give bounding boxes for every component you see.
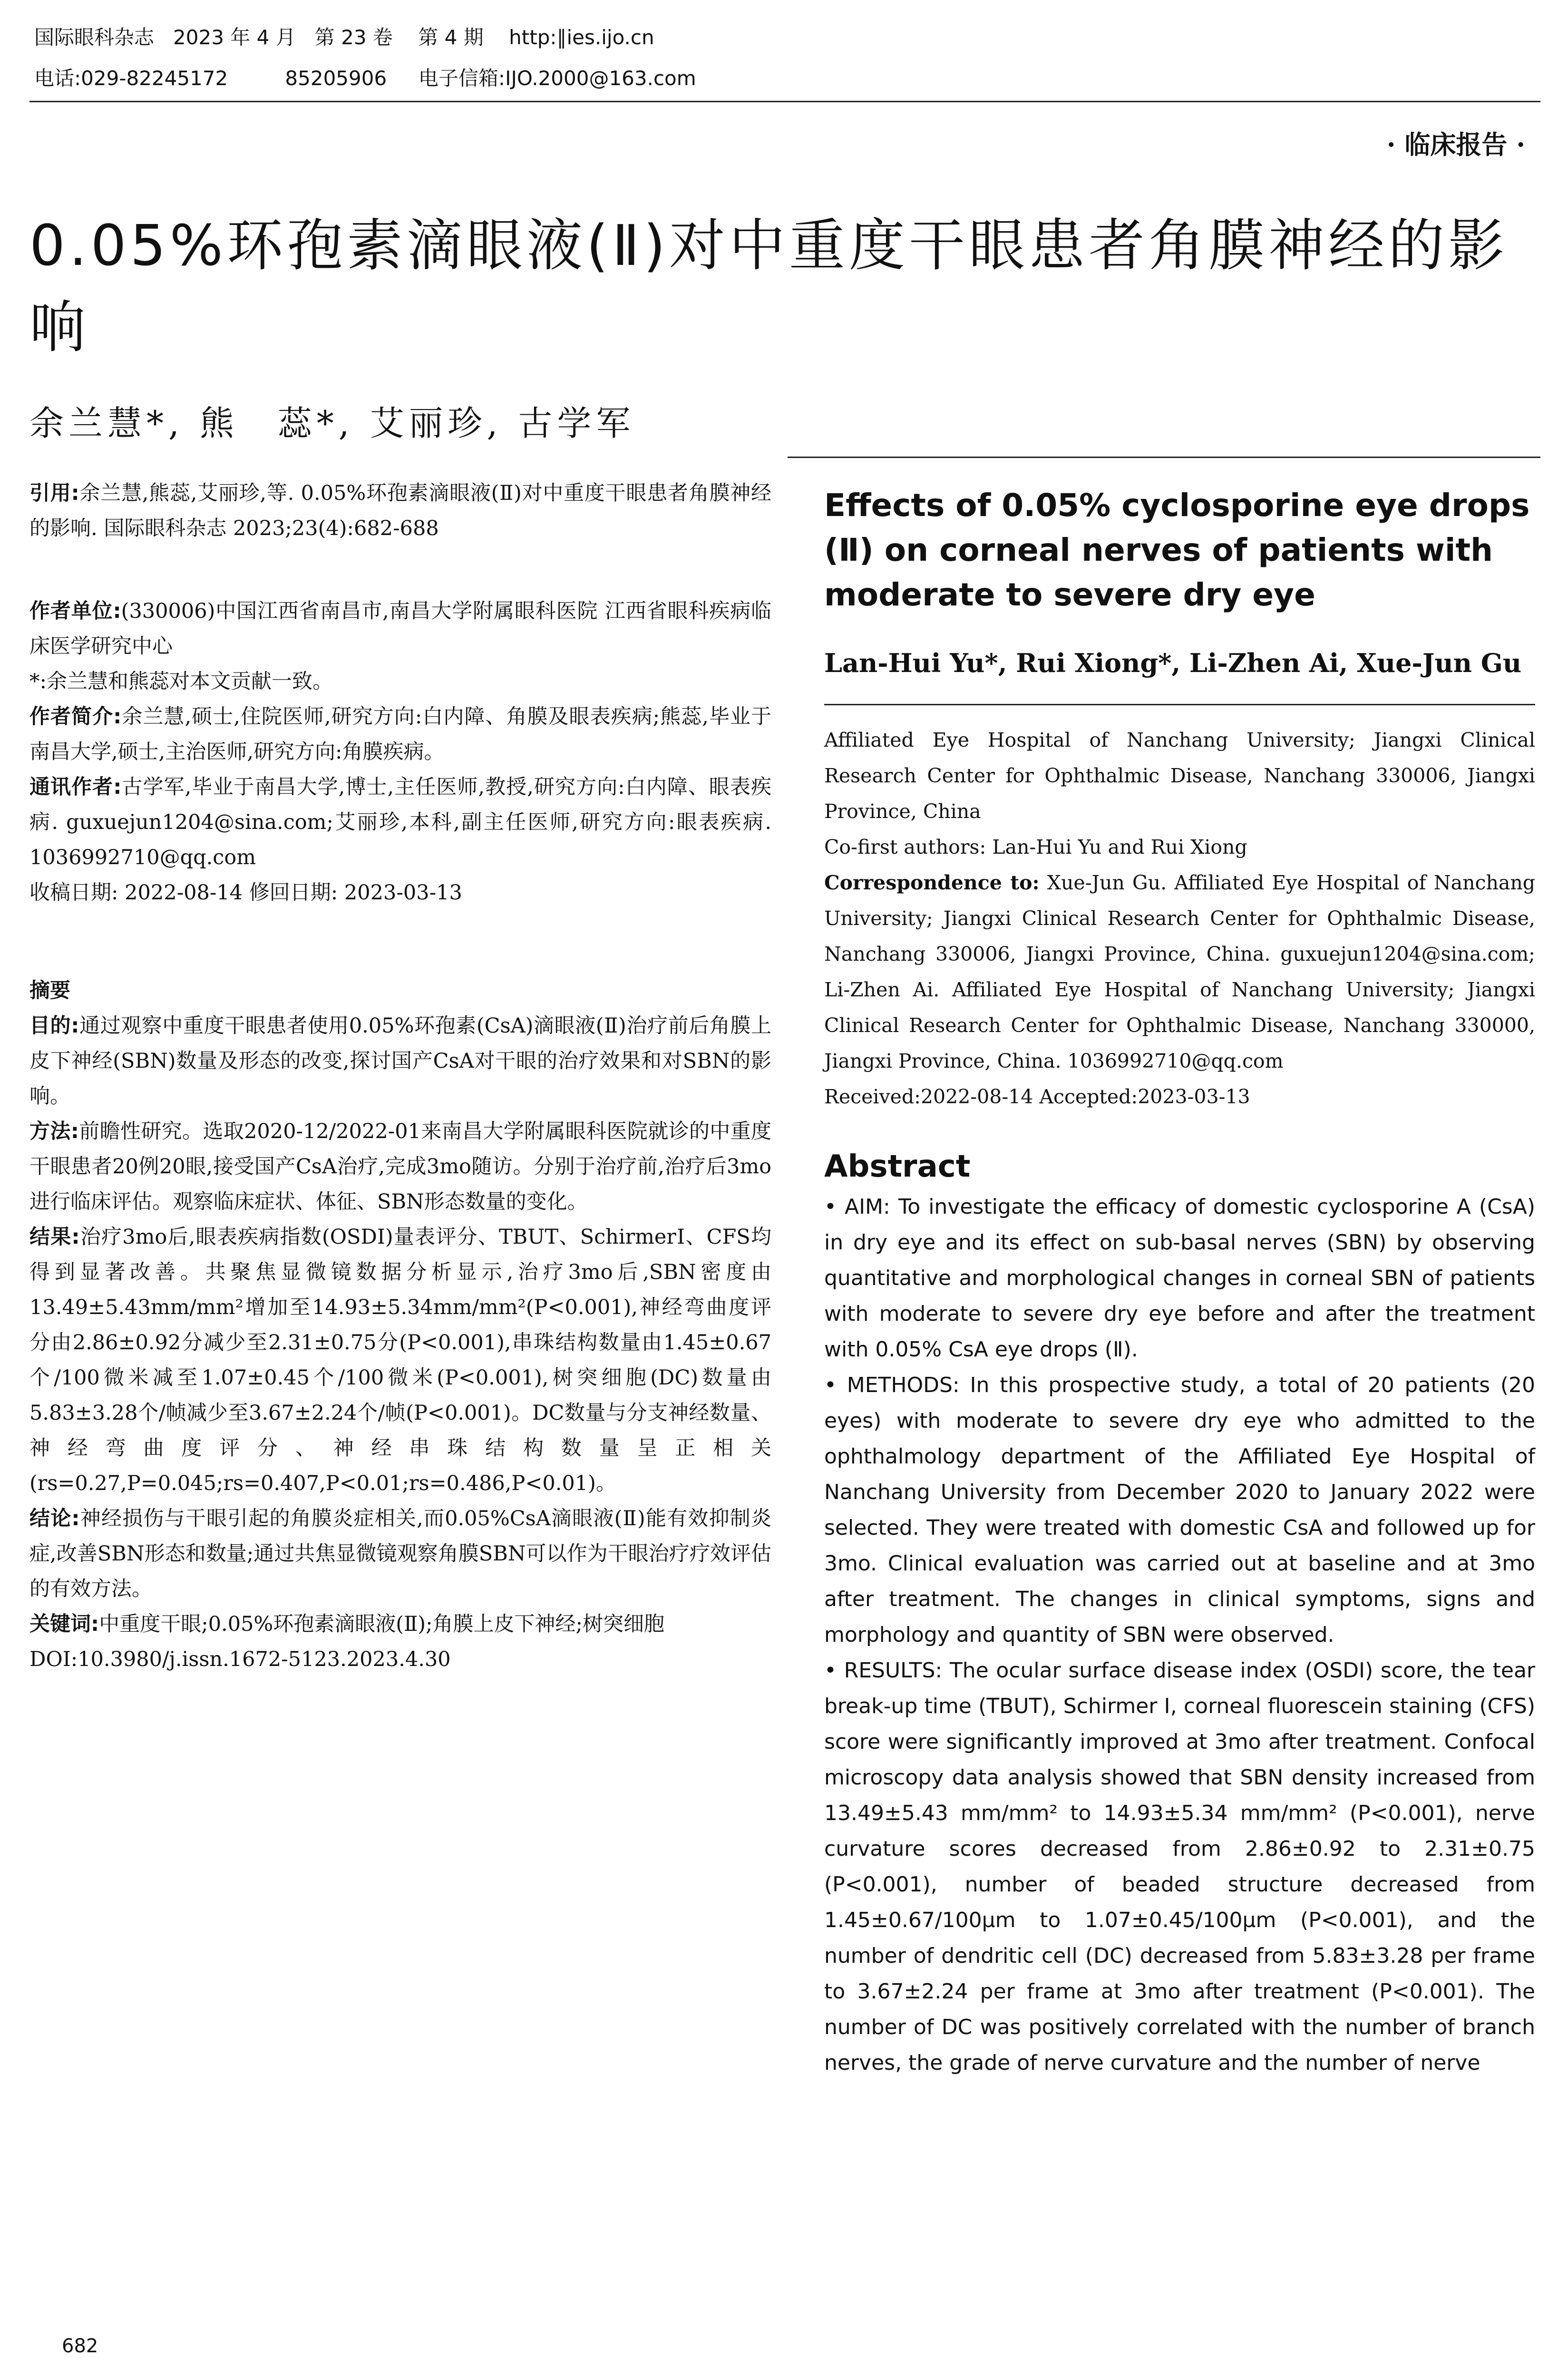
correspondence-label: Correspondence to: xyxy=(824,871,1040,894)
affiliation-text: (330006)中国江西省南昌市,南昌大学附属眼科医院 江西省眼科疾病临床医学研究中心 xyxy=(29,599,771,658)
conclusion-label: 结论: xyxy=(29,1507,80,1530)
affiliation-label: 作者单位: xyxy=(29,599,121,623)
doi: DOI:10.3980/j.issn.1672-5123.2023.4.30 xyxy=(29,1647,451,1671)
abstract-heading-cn: 摘要 xyxy=(29,979,70,1003)
keywords-label: 关键词: xyxy=(29,1612,99,1636)
journal-header-line2: 电话:029-82245172 85205906 电子信箱:IJO.2000@163.com xyxy=(34,67,696,90)
methods-text: 前瞻性研究。选取2020-12/2022-01来南昌大学附属眼科医院就诊的中重度干眼患者20例20眼,接受国产CsA治疗,完成3mo随访。分别于治疗前,治疗后3mo进行临床评估。观察临床症状、体征、SBN形态数量的变化。 xyxy=(29,1120,772,1214)
conclusion-text: 神经损伤与干眼引起的角膜炎症相关,而0.05%CsA滴眼液(Ⅱ)能有效抑制炎症,改善SBN形态和数量;通过共焦显微镜观察角膜SBN可以作为干眼治疗疗效评估的有效方法。 xyxy=(29,1507,771,1601)
affiliation xyxy=(29,594,771,664)
authors-cn: 余兰慧*, 熊 蕊*, 艾丽珍, 古学军 xyxy=(29,403,635,443)
author-bio xyxy=(29,699,771,770)
title-rule xyxy=(788,457,1540,458)
results-text: 治疗3mo后,眼表疾病指数(OSDI)量表评分、TBUT、SchirmerⅠ、CFS均得到显著改善。共聚焦显微镜数据分析显示,治疗3mo后,SBN密度由13.49±5.43mm/mm²增加至14.93±5.34mm/mm²(P<0.001),神经弯曲度评分由2.86±0.92分减少至2.31±0.75分(P<0.001),串珠结构数量由1.45±0.67个/100微米减至1.07±0.45个/100微米(P<0.001),树突细胞(DC)数量由5.83±3.28个/帧减少至3.67±2.24个/帧(P<0.001)。DC数量与分支神经数量、神经弯曲度评分、神经串珠结构数量呈正相关(rs=0.27,P=0.045;rs=0.407,P<0.01;rs=0.486,P<0.01)。 xyxy=(29,1225,771,1495)
methods-en: • METHODS: In this prospective study, a total of 20 patients (20 eyes) with moderate to severe dry eye who admitted to the ophthalmology department of the Affiliated Eye Hospital of Nanchang University from December 2020 to January 2022 were selected. They were treated with domestic CsA and followed up for 3mo. Clinical evaluation was carried out at baseline and at 3mo after treatment. The changes in clinical symptoms, signs and morphology and quantity of SBN were observed. xyxy=(824,1373,1535,1647)
aim-text: 通过观察中重度干眼患者使用0.05%环孢素(CsA)滴眼液(Ⅱ)治疗前后角膜上皮下神经(SBN)数量及形态的改变,探讨国产CsA对干眼的治疗效果和对SBN的影响。 xyxy=(29,1014,771,1108)
right-column xyxy=(824,476,1535,2081)
page-number: 682 xyxy=(62,2335,98,2357)
dates-en: Received:2022-08-14 Accepted:2023-03-13 xyxy=(824,1085,1250,1108)
en-authors-rule xyxy=(824,704,1535,705)
article-title-en: Effects of 0.05% cyclosporine eye drops (Ⅱ) on corneal nerves of patients with moderate to severe dry eye xyxy=(824,487,1530,613)
header-rule xyxy=(29,101,1540,102)
correspondence-en xyxy=(824,865,1535,1079)
corr-label: 通讯作者: xyxy=(29,775,122,799)
aim-cn xyxy=(29,1008,771,1114)
results-cn xyxy=(29,1219,771,1501)
authors-en: Lan-Hui Yu*, Rui Xiong*, Li-Zhen Ai, Xue-Jun Gu xyxy=(824,648,1522,678)
affiliation-en: Affiliated Eye Hospital of Nanchang University; Jiangxi Clinical Research Center for Ophthalmic Disease, Nanchang 330006, Jiangxi Province, China xyxy=(824,729,1535,823)
results-label: 结果: xyxy=(29,1225,80,1249)
methods-cn xyxy=(29,1114,771,1219)
correspondence-text: Xue-Jun Gu. Affiliated Eye Hospital of Nanchang University; Jiangxi Clinical Research Center for Ophthalmic Disease, Nanchang 330006, Jiangxi Province, China. guxuejun1204@sina.com; Li-Zhen Ai. Affiliated Eye Hospital of Nanchang University; Jiangxi Clinical Research Center for Ophthalmic Disease, Nanchang 330000, Jiangxi Province, China. 1036992710@qq.com xyxy=(824,871,1535,1072)
bio-text: 余兰慧,硕士,住院医师,研究方向:白内障、角膜及眼表疾病;熊蕊,毕业于南昌大学,硕士,主治医师,研究方向:角膜疾病。 xyxy=(29,705,771,764)
dates-cn: 收稿日期: 2022-08-14 修回日期: 2023-03-13 xyxy=(29,881,462,905)
article-title-cn: 0.05%环孢素滴眼液(Ⅱ)对中重度干眼患者角膜神经的影响 xyxy=(29,213,1509,360)
bio-label: 作者简介: xyxy=(29,705,122,729)
aim-label: 目的: xyxy=(29,1014,79,1038)
journal-header-line1: 国际眼科杂志 2023 年 4 月 第 23 卷 第 4 期 http:∥ies.ijo.cn xyxy=(34,26,654,49)
left-column xyxy=(29,476,771,1677)
methods-label: 方法: xyxy=(29,1120,79,1143)
cofirst-note: *:余兰慧和熊蕊对本文贡献一致。 xyxy=(29,670,333,693)
keywords-cn xyxy=(29,1607,771,1642)
corr-text: 古学军,毕业于南昌大学,博士,主任医师,教授,研究方向:白内障、眼表疾病. guxuejun1204@sina.com;艾丽珍,本科,副主任医师,研究方向:眼表疾病. 1036992710@qq.com xyxy=(29,775,771,869)
cofirst-en: Co-first authors: Lan-Hui Yu and Rui Xiong xyxy=(824,836,1247,858)
conclusion-cn xyxy=(29,1501,771,1607)
results-en: • RESULTS: The ocular surface disease index (OSDI) score, the tear break-up time (TBUT), Schirmer Ⅰ, corneal fluorescein staining (CFS) score were significantly improved at 3mo after treatment. Confocal microscopy data analysis showed that SBN density increased from 13.49±5.43 mm/mm² to 14.93±5.34 mm/mm² (P<0.001), nerve curvature scores decreased from 2.86±0.92 to 2.31±0.75 (P<0.001), number of beaded structure decreased from 1.45±0.67/100μm to 1.07±0.45/100μm (P<0.001), and the number of dendritic cell (DC) decreased from 5.83±3.28 per frame to 3.67±2.24 per frame at 3mo after treatment (P<0.001). The number of DC was positively correlated with the number of branch nerves, the grade of nerve curvature and the number of nerve xyxy=(824,1658,1535,2075)
citation-label: 引用: xyxy=(29,481,79,505)
aim-en: • AIM: To investigate the efficacy of domestic cyclosporine A (CsA) in dry eye and its effect on sub-basal nerves (SBN) by observing quantitative and morphological changes in corneal SBN of patients with moderate to severe dry eye before and after the treatment with 0.05% CsA eye drops (Ⅱ). xyxy=(824,1195,1535,1362)
section-label: · 临床报告 · xyxy=(1386,129,1525,160)
keywords-text: 中重度干眼;0.05%环孢素滴眼液(Ⅱ);角膜上皮下神经;树突细胞 xyxy=(99,1612,665,1636)
corresponding-author xyxy=(29,770,771,875)
abstract-heading-en: Abstract xyxy=(824,1149,971,1184)
citation-text: 余兰慧,熊蕊,艾丽珍,等. 0.05%环孢素滴眼液(Ⅱ)对中重度干眼患者角膜神经的影响. 国际眼科杂志 2023;23(4):682-688 xyxy=(29,481,771,540)
citation xyxy=(29,476,771,546)
